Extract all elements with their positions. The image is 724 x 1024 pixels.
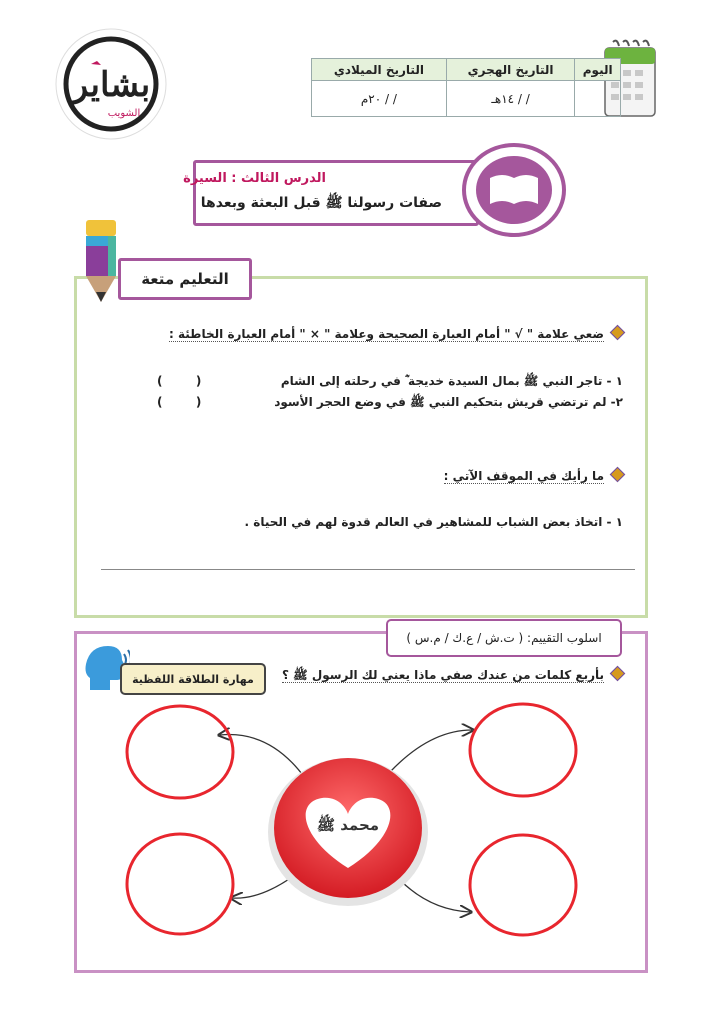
mindmap-diagram — [100, 700, 640, 960]
date-table — [311, 58, 621, 117]
answer-line[interactable] — [101, 569, 635, 570]
evaluation-method: اسلوب التقييم: ( ت.ش / ع.ك / م.س ) — [386, 619, 622, 657]
activity-section — [74, 276, 648, 618]
arrow-bottom-right — [400, 880, 470, 912]
day-header: اليوم — [575, 59, 621, 81]
arrow-bottom-left — [232, 875, 295, 898]
statement-1: ١ - تاجر النبي ﷺ بمال السيدة خديجة ؓ في رحلته إلى الشام — [280, 374, 623, 388]
bullet-icon — [610, 666, 626, 682]
bullet-icon — [610, 325, 626, 341]
arrow-top-right — [390, 730, 472, 772]
answer-circle-3[interactable] — [127, 834, 233, 934]
opinion-question: ما رأيك في الموقف الآتي : — [444, 469, 623, 483]
skill-tag: مهارة الطلاقة اللفظية — [120, 663, 266, 695]
gregorian-header: التاريخ الميلادي — [312, 59, 447, 81]
true-false-question: ضعي علامة " √ " أمام العبارة الصحيحة وعلامة " × " أمام العبارة الخاطئة : — [169, 327, 623, 341]
answer-circle-4[interactable] — [470, 835, 576, 935]
logo-sub-text: الشويب — [107, 108, 141, 119]
day-value[interactable] — [575, 81, 621, 117]
answer-circle-1[interactable] — [127, 706, 233, 798]
hijri-value[interactable]: / / ١٤هـ — [446, 81, 575, 117]
answer-paren-2[interactable]: ( ) — [157, 395, 202, 409]
lesson-title: الدرس الثالث : السيرة — [183, 171, 326, 186]
situation-text: ١ - اتخاذ بعض الشباب للمشاهير في العالم قدوة لهم في الحياة . — [244, 515, 623, 529]
bullet-icon — [610, 467, 626, 483]
logo-main-text: بشاير — [71, 65, 151, 105]
gregorian-value[interactable]: / / ٢٠م — [312, 81, 447, 117]
hijri-header: التاريخ الهجري — [446, 59, 575, 81]
answer-paren-1[interactable]: ( ) — [157, 374, 202, 388]
lesson-subtitle: صفات رسولنا ﷺ قبل البعثة وبعدها — [200, 195, 442, 211]
answer-circle-2[interactable] — [470, 704, 576, 796]
school-logo — [46, 24, 176, 144]
center-word: محمد ﷺ — [316, 816, 380, 834]
mindmap-question: بأربع كلمات من عندك صفي ماذا يعني لك الرسول ﷺ ؟ — [282, 668, 623, 685]
section-tag: التعليم متعة — [118, 258, 252, 300]
book-icon — [458, 142, 566, 238]
lesson-banner — [183, 160, 479, 226]
statement-2: ٢- لم ترتضي قريش بتحكيم النبي ﷺ في وضع الحجر الأسود — [274, 395, 623, 409]
